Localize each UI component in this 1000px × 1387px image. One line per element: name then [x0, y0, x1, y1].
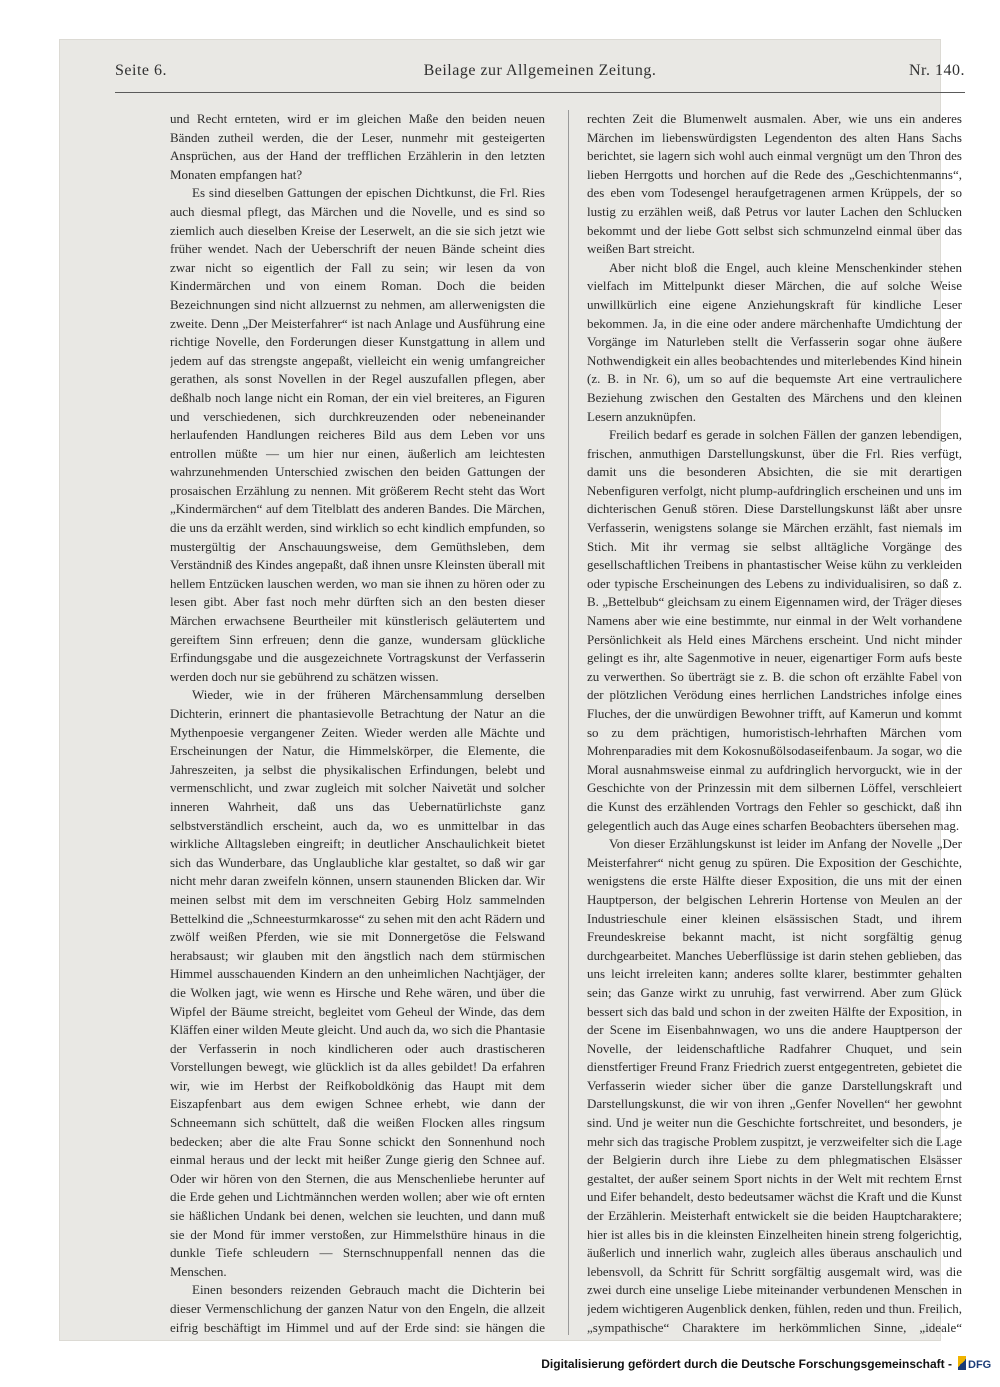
dfg-logo — [958, 1355, 992, 1375]
newspaper-page — [60, 40, 965, 1340]
dfg-logo-icon — [958, 1356, 966, 1370]
page-number: Seite 6. — [115, 62, 167, 79]
paragraph: Wieder, wie in der früheren Märchensammlung derselben Dichterin, erinnert die phantasievolle Betrachtung der Natur an die Mythenpoesie vergangener Zeiten. Wieder werden alle Mächte und Erscheinungen der Natur, die Himmelskörper, die Elemente, die Jahreszeiten, ja selbst die physikalischen Erfindungen, belebt und vermenschlicht, und zwar zugleich mit solcher Naivetät und solcher inneren Wahrheit, daß uns das Uebernatürlichste ganz selbstverständlich erscheint, auch da, wo es unmittelbar in das wirkliche Alltagsleben eingreift; in deutlicher Anschaulichkeit bietet sich das Wunderbare, das Unglaubliche klar gestaltet, so daß wir gar nicht mehr daran zweifeln können, unsern staunenden Blicken dar. Wir meinen selbst mit dem im verschneiten Gebirg Holz sammelnden Bettelkind die „Schneesturmkarosse“ zu sehen mit den acht Rädern und zwölf weißen Pferden, wie sie mit Donnergetöse die Felswand herabsaust; wir glauben mit den ängstlich nach dem stürmischen Himmel ausschauenden Kindern an den unheimlichen Nachtjäger, der die Wolken jagt, wie wenn es Hirsche und Rehe wären, und über die Wipfel der Bäume streicht, begleitet vom Geheul der Winde, das dem Kläffen einer wilden Meute gleicht. Und auch da, wo sich die Phantasie der Verfasserin in noch kindlicheren oder auch drastischeren Vorstellungen bewegt, wie glücklich ist da alles gebildet! Da erfahren wir, wie im Herbst der Reifkoboldkönig das Haupt mit dem Eiszapfenbart aus dem ewigen Schnee erhebt, wie dann der Schneemann sich schüttelt, daß die weißen Flocken alles ringsum bedecken; aber die alte Frau Sonne schickt den Sonnenhund noch einmal heraus und der leckt mit heißer Zunge gierig den Schnee auf. Oder wir hören von den Sternen, die aus Menschenliebe herunter auf die Erde gehen und Lichtmännchen werden wollen; aber wie oft ernten sie häßlichen Undank bei denen, welchen sie leuchten, und dann muß sie der Mond für immer verstoßen, zur Himmelsthüre hinaus in die dunkle Tiefe schleudern — Sternschnuppenfall nennen das die Menschen. — [170, 687, 545, 1279]
digitization-footer — [0, 1347, 1000, 1387]
issue-number: Nr. 140. — [909, 62, 965, 79]
paragraph: rechten Zeit die Blumenwelt ausmalen. Aber, wie uns ein anderes Märchen im liebenswürdigsten Legendenton des alten Hans Sachs berichtet, sie lagern sich wohl auch einmal vergnügt um den Thron des lieben Herrgotts und horchen auf die Rede des „Geschichtenmanns“, des eben vom Todesengel heraufgetragenen armen Krüppels, der so lustig zu erzählen weiß, daß Petrus vor lauter Lachen den Schlucken bekommt und der liebe Gott selbst sich schmunzelnd einmal über das weißen Bart streicht. — [587, 111, 962, 257]
funding-credit: Digitalisierung gefördert durch die Deutsche Forschungsgemeinschaft - — [541, 1357, 952, 1371]
paragraph: Einen besonders reizenden Gebrauch macht die Dichterin bei dieser Vermenschlichung der ganzen Natur von den Engeln, die allzeit eifrig beschäftigt im Himmel und auf der Erde sind: sie hängen die — [170, 1282, 545, 1335]
header-rule — [115, 92, 965, 93]
column-divider — [568, 110, 569, 1335]
right-column — [587, 110, 962, 1335]
dfg-logo-text: DFG — [968, 1359, 992, 1371]
paragraph: Von dieser Erzählungskunst ist leider im Anfang der Novelle „Der Meisterfahrer“ nicht genug zu spüren. Die Exposition der Geschichte, wenigstens die erste Hälfte dieser Exposition, die uns mit der einen Hauptperson, der belgischen Lehrerin Hortense von Meulen an der Industrieschule einer kleinen elsässischen Stadt, und ihrem Freundeskreise bekannt macht, ist nicht sorgfältig genug durchgearbeitet. Manches Ueberflüssige ist darin stehen geblieben, das uns leicht irreleiten kann; anderes sollte klarer, bestimmter gehalten sein; das Ganze wirkt zu unruhig, fast verwirrend. Aber zum Glück bessert sich das bald und schon in der zweiten Hälfte der Exposition, in der Scene im Eisenbahnwagen, wo uns die andere Hauptperson der Novelle, der leidenschaftliche Radfahrer Chuquet, und sein dienstfertiger Freund Franz Friedrich zuerst entgegentreten, gebietet die Verfasserin wieder sicher über die ganze Darstellungskraft und Darstellungskunst, die wir von ihren „Genfer Novellen“ her gewohnt sind. Und je weiter nun die Geschichte fortschreitet, und besonders, je mehr sich das tragische Problem zuspitzt, je verzweifelter sich die Lage der Belgierin durch ihre Liebe zu dem phlegmatischen Elsässer gestaltet, der außer seinem Sport nichts in der Welt mit rechtem Ernst und Eifer behandelt, desto bedeutsamer wächst die Kraft und die Kunst der Erzählerin. Meisterhaft entwickelt sie die beiden Hauptcharaktere; hier ist alles bis in die kleinsten Einzelheiten hinein streng folgerichtig, äußerlich und innerlich wahr, zugleich alles überaus anschaulich und lebensvoll, da Schritt für Schritt sorgfältig ausgemalt wird, was die zwei durch eine unselige Liebe miteinander verbundenen Menschen in jedem wichtigeren Augenblick denken, fühlen, reden und thun. Freilich, „sympathische“ Charaktere im herkömmlichen Sinne, „ideale“ — [587, 836, 962, 1335]
paragraph: und Recht ernteten, wird er im gleichen Maße den beiden neuen Bänden zutheil werden, die der Leser, nunmehr mit gesteigerten Ansprüchen, aus der Hand der trefflichen Erzählerin in den letzten Monaten empfangen hat? — [170, 111, 545, 182]
paragraph: Aber nicht bloß die Engel, auch kleine Menschenkinder stehen vielfach im Mittelpunkt dieser Märchen, die auf solche Weise unwillkürlich eine eigene Anziehungskraft für kindliche Leser bekommen. Ja, in die eine oder andere märchenhafte Umdichtung der Vorgänge im Naturleben stellt die Verfasserin sogar ohne äußere Nothwendigkeit ein alles beobachtendes und miterlebendes Kind hinein (z. B. in Nr. 6), um so auf die bequemste Art eine vertraulichere Beziehung zwischen den Gestalten des Märchens und den kleinen Lesern anzuknüpfen. — [587, 259, 962, 424]
page-header — [115, 62, 965, 92]
newspaper-title: Beilage zur Allgemeinen Zeitung. — [423, 62, 657, 79]
paragraph: Es sind dieselben Gattungen der epischen Dichtkunst, die Frl. Ries auch diesmal pflegt, das Märchen und die Novelle, und es sind so ziemlich auch dieselben Kreise der Leserwelt, an die sie sich jetzt wie früher wendet. Nach der Ueberschrift der neuen Bände scheint dies zwar nicht so eigentlich der Fall zu sein; wir lesen da von Kindermärchen und von einem Roman. Doch die beiden Bezeichnungen sind nicht allzuernst zu nehmen, am allerwenigsten die zweite. Denn „Der Meisterfahrer“ ist nach Anlage und Ausführung eine richtige Novelle, den Forderungen dieser Kunstgattung in allem und jedem auf das strengste angepaßt, vielleicht ein wenig umfangreicher gerathen, als sonst Novellen in der Regel auszufallen pflegen, aber deßhalb noch lange nicht ein Roman, der ein viel breiteres, an Figuren und verschiedenen, sich durchkreuzenden oder nebeneinander herlaufenden Handlungen reicheres Bild aus dem Leben vor uns entrollen müßte — um hier nur einen, äußerlich am leichtesten wahrzunehmenden Unterschied zwischen den beiden Gattungen der prosaischen Erzählung zu nennen. Mit größerem Recht steht das Wort „Kindermärchen“ auf dem Titelblatt des anderen Bandes. Die Märchen, die uns da erzählt werden, sind wirklich so echt kindlich empfunden, so mustergültig der Anschauungsweise, dem Gemüthsleben, dem Verständniß des Kindes angepaßt, daß ihnen unsre Kleinsten überall mit hellem Entzücken lauschen werden, wo man sie ihnen zu hören oder zu lesen gibt. Aber fast noch mehr dürften sich an den besten dieser Märchen erwachsene Beurtheiler mit künstlerisch geläutertem und gereiftem Sinn erfreuen; denn die ganze, wundersam glückliche Erfindungsgabe und die ausgezeichnete Vortragskunst der Verfasserin werden doch nur sie gebührend zu schätzen wissen. — [170, 185, 545, 684]
left-column — [170, 110, 545, 1335]
paragraph: Freilich bedarf es gerade in solchen Fällen der ganzen lebendigen, frischen, anmuthigen Darstellungskunst, über die Frl. Ries verfügt, damit uns die besonderen Absichten, die sie mit derartigen Nebenfiguren verfolgt, nicht plump-aufdringlich erscheinen und uns im dichterischen Genuß stören. Diese Darstellungskunst läßt aber unsre Verfasserin, wenigstens solange sie Märchen erzählt, fast niemals im Stich. Mit ihr vermag sie selbst alltägliche Vorgänge des gesellschaftlichen Treibens in phantastischer Weise kühn zu verkleiden oder typische Erscheinungen des Lebens zu individualisiren, so daß z. B. „Bettelbub“ gleichsam zu einem Eigennamen wird, der Träger dieses Namens aber wie eine bestimmte, nur einmal in der Welt vorhandene Persönlichkeit als Held eines Märchens erscheint. Und nicht minder gelingt es ihr, alte Sagenmotive in neuer, eigenartiger Form aufs beste zu verwerthen. So überträgt sie z. B. die schon oft erzählte Fabel von der plötzlichen Verödung eines herrlichen Landstriches infolge eines Fluches, der die unwürdigen Bewohner trifft, auf Kamerun und kommt so zu dem prächtigen, humoristisch-lehrhaften Märchen vom Mohrenparadies mit dem Kokosnußölsodaseifenbaum. Ja sogar, wo die Moral ausnahmsweise einmal zu aufdringlich hervorguckt, wie in der Geschichte von der Prinzessin mit dem silbernen Löffel, verschleiert die Kunst des erzählenden Vortrags den Fehler so geschickt, daß ihn gelegentlich auch das Auge eines scharfen Beobachters übersehen mag. — [587, 427, 962, 833]
